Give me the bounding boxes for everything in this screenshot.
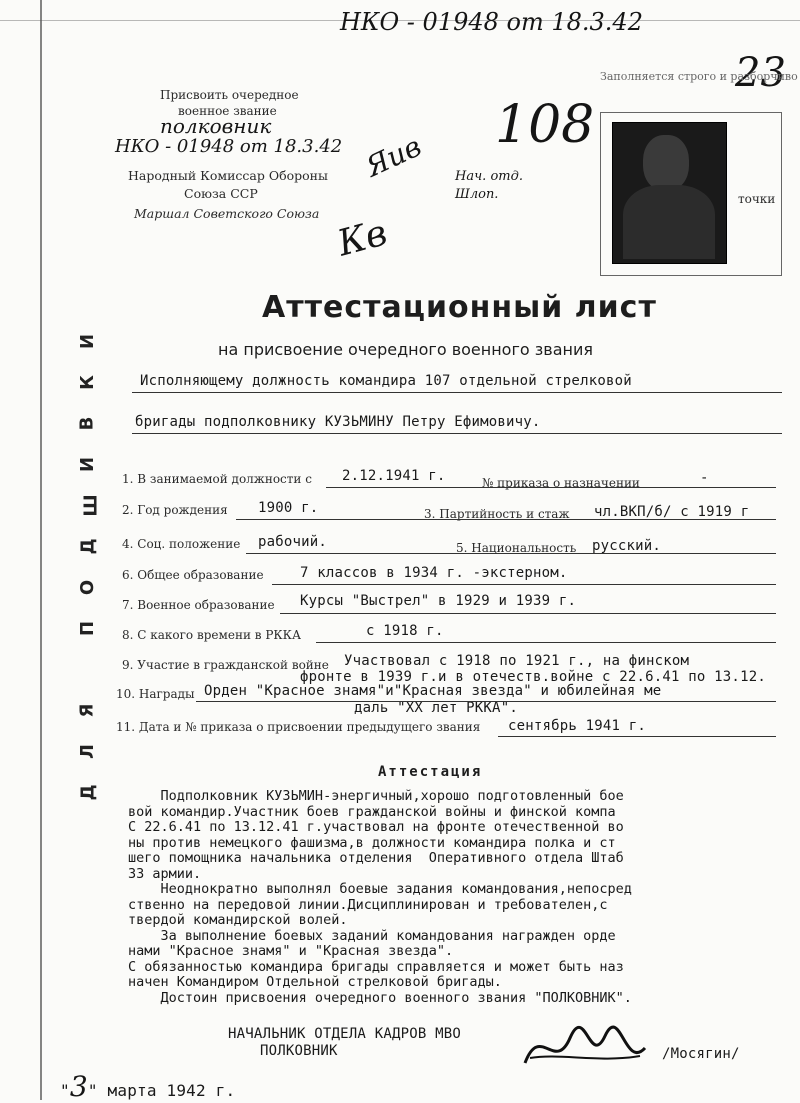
vertical-letter: Д (77, 538, 99, 555)
field-4-value: рабочий. (258, 534, 328, 550)
vertical-letter: Ш (80, 494, 102, 517)
photo-caption: точки (738, 192, 776, 206)
signature-scribble (520, 1018, 650, 1078)
signatory-rank: ПОЛКОВНИК (260, 1043, 338, 1059)
field-2-value: 1900 г. (258, 500, 319, 516)
attestation-line: Подполковник КУЗЬМИН-энергичный,хорошо подготовленный бое (128, 789, 624, 804)
field-2-underline (236, 519, 776, 520)
vertical-letter: П (77, 620, 99, 637)
vertical-letter: И (77, 333, 99, 350)
approval-line-2: военное звание (178, 104, 277, 118)
field-6-label: 6. Общее образование (122, 568, 264, 582)
attestation-line: твердой командирской волей. (128, 912, 348, 928)
attestation-line: Достоин присвоения очередного военного звания "ПОЛКОВНИК". (128, 989, 632, 1006)
field-5-value: русский. (592, 538, 662, 554)
attestation-heading: Аттестация (378, 764, 483, 780)
field-10-value: Орден "Красное знамя"и"Красная звезда" и юбилейная ме (204, 683, 662, 699)
field-7-underline (280, 613, 776, 614)
field-1b-value: - (700, 470, 709, 486)
attestation-line: ны против немецкого фашизма,в должности командира полка и ст (128, 834, 616, 851)
vertical-letter: В (76, 416, 98, 431)
vertical-letter: Д (77, 784, 99, 801)
field-10-label: 10. Награды (116, 687, 195, 701)
commissar-title: Народный Комиссар Обороны (128, 168, 328, 183)
attestation-line: За выполнение боевых заданий командования награжден орде (128, 927, 616, 944)
field-8-label: 8. С какого времени в РККА (122, 628, 302, 642)
date-rest: " марта 1942 г. (87, 1081, 236, 1100)
field-9-value: Участвовал с 1918 по 1921 г., на финском (344, 653, 690, 669)
vertical-letter: Л (76, 744, 98, 759)
vertical-letter: К (76, 375, 98, 390)
top-handwritten-reference: НКО - 01948 от 18.3.42 (340, 8, 643, 36)
field-1-underline (326, 487, 776, 488)
margin-note-b: Кв (333, 212, 392, 265)
recipient-underline-2 (132, 433, 782, 434)
approval-order-handwritten: НКО - 01948 от 18.3.42 (115, 136, 343, 157)
signatory-name: /Мосягин/ (662, 1046, 740, 1062)
margin-note-c: Нач. отд. Шлоп. (455, 169, 523, 202)
field-6-underline (272, 584, 776, 585)
attestation-line: ственно на передовой линии.Дисциплинирован и требователен,с (128, 896, 608, 913)
top-faint-instructions: Заполняется строго и разборчиво (600, 70, 798, 83)
field-9-label: 9. Участие в гражданской войне (122, 658, 329, 672)
field-7-label: 7. Военное образование (122, 598, 275, 612)
field-4-underline (246, 553, 776, 554)
vertical-letter: И (77, 456, 99, 473)
approved-rank-handwritten: полковник (160, 114, 272, 138)
field-10-value-cont: даль "XX лет РККА". (354, 700, 518, 716)
attestation-line: С обязанностью командира бригады справляется и может быть наз (128, 958, 624, 975)
union-name: Союза ССР (184, 186, 258, 201)
marshal-title: Маршал Советского Союза (134, 206, 320, 221)
field-8-value: с 1918 г. (366, 623, 444, 639)
field-7-value: Курсы "Выстрел" в 1929 и 1939 г. (300, 593, 577, 609)
margin-number-handwritten: 108 (495, 95, 595, 155)
document-title: Аттестационный лист (262, 290, 657, 325)
field-3-label: 3. Партийность и стаж (424, 507, 570, 521)
recipient-line-2: бригады подполковнику КУЗЬМИНУ Петру Ефимовичу. (135, 414, 541, 430)
attestation-text (128, 789, 788, 1006)
recipient-underline-1 (132, 392, 782, 393)
field-2-label: 2. Год рождения (122, 503, 228, 517)
field-4-label: 4. Соц. положение (122, 537, 241, 551)
attestation-line: 33 армии. (128, 865, 202, 882)
date-open-quote: " (60, 1081, 70, 1100)
attestation-line: нами "Красное знамя" и "Красная звезда". (128, 943, 454, 959)
field-11-value: сентябрь 1941 г. (508, 718, 647, 734)
signature-date (60, 1070, 235, 1103)
vertical-letter: Я (76, 703, 98, 718)
attestation-line: Неоднократно выполнял боевые задания командования,непосред (128, 881, 632, 897)
recipient-line-1: Исполняющему должность командира 107 отдельной стрелковой (140, 373, 632, 389)
field-10-underline (196, 701, 776, 702)
field-1-label: 1. В занимаемой должности с (122, 472, 312, 486)
field-5-label: 5. Национальность (456, 541, 577, 555)
portrait-photo (612, 122, 727, 264)
field-6-value: 7 классов в 1934 г. -экстерном. (300, 565, 568, 581)
page-left-edge (40, 0, 42, 1100)
attestation-line: начен Командиром Отдельной стрелковой бригады. (128, 974, 502, 990)
document-subtitle: на присвоение очередного военного звания (218, 340, 593, 359)
page-number-handwritten: 23 (735, 50, 786, 96)
approval-line-1: Присвоить очередное (160, 88, 299, 102)
signatory-title: НАЧАЛЬНИК ОТДЕЛА КАДРОВ МВО (228, 1026, 461, 1042)
field-1-value: 2.12.1941 г. (342, 468, 446, 484)
date-day: 3 (69, 1070, 88, 1103)
field-11-label: 11. Дата и № приказа о присвоении предыдущего звания (116, 720, 481, 734)
attestation-line: С 22.6.41 по 13.12.41 г.участвовал на фронте отечественной во (128, 819, 624, 835)
field-11-underline (498, 736, 776, 737)
field-9-value-cont: фронте в 1939 г.и в отечеств.войне с 22.6.41 по 13.12. (300, 669, 766, 685)
attestation-line: шего помощника начальника отделения Оперативного отдела Штаб (128, 850, 624, 866)
attestation-line: вой командир.Участник боев гражданской войны и финской компа (128, 803, 616, 820)
field-8-underline (316, 642, 776, 643)
field-3-value: чл.ВКП/б/ с 1919 г (594, 504, 750, 520)
vertical-letter: О (77, 579, 99, 596)
margin-note-a: Яив (360, 129, 427, 184)
field-1b-label: № приказа о назначении (482, 476, 640, 490)
